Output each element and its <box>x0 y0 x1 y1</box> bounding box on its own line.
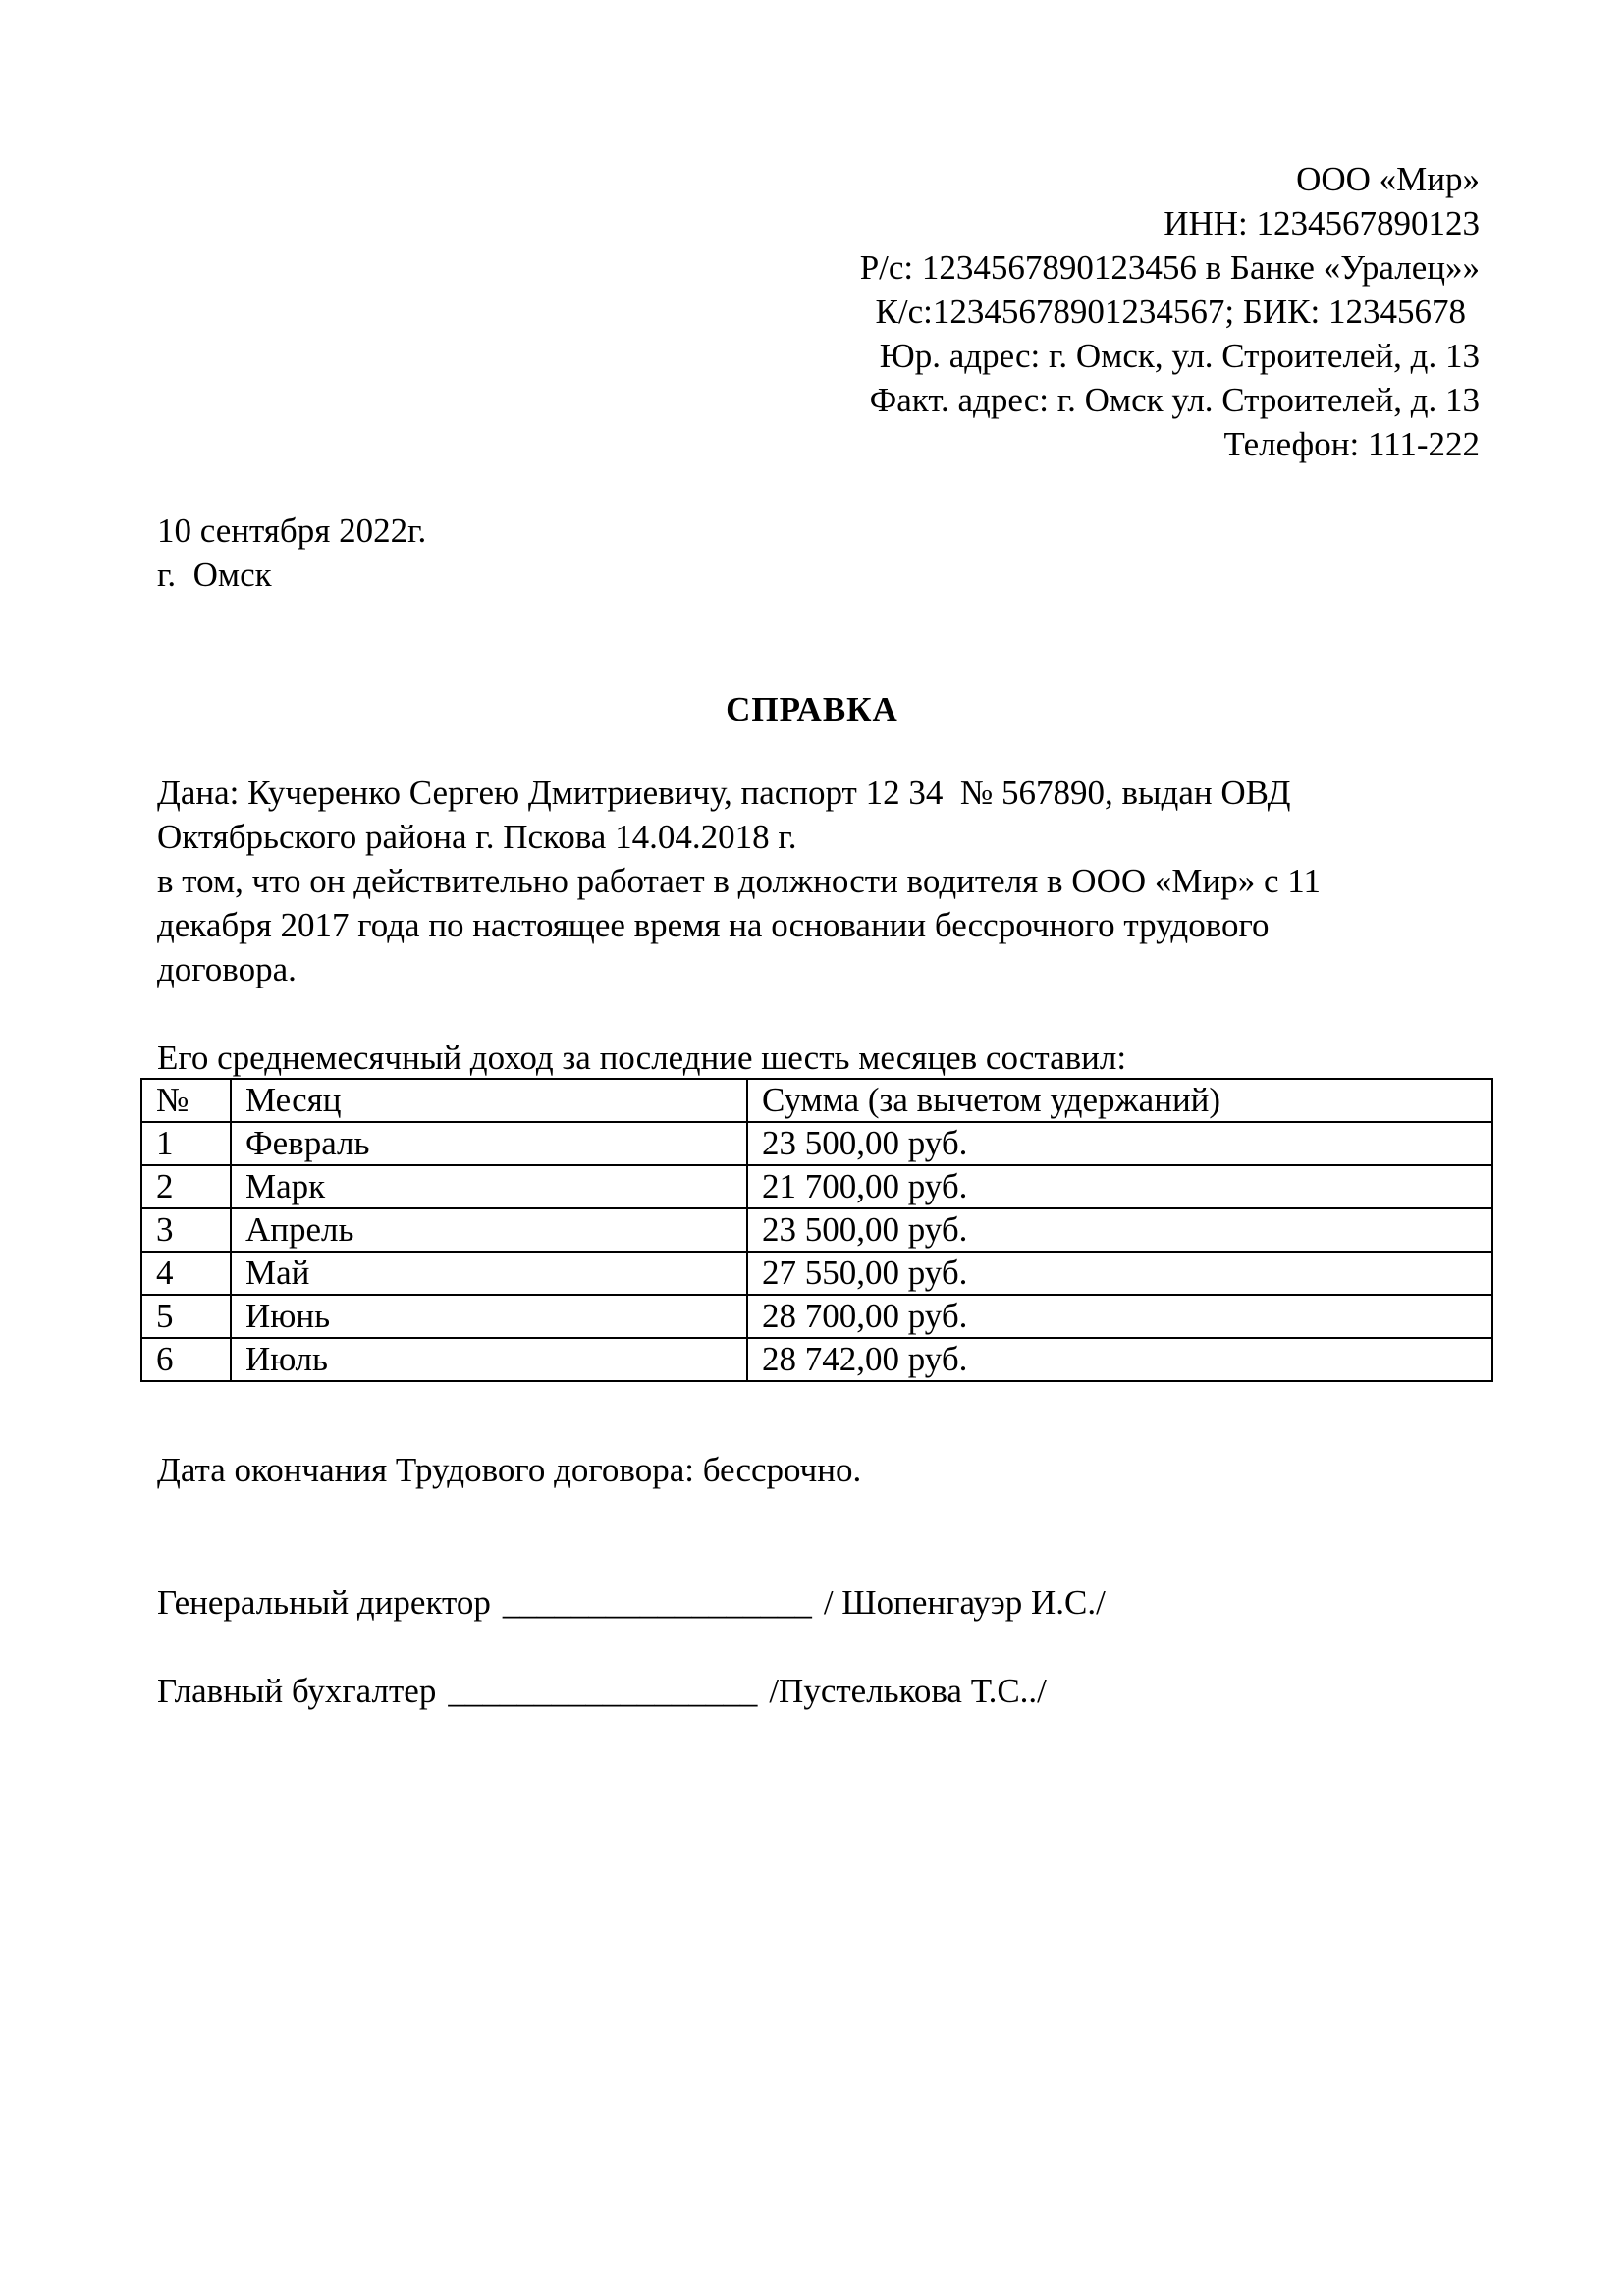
row-amount: 21 700,00 руб. <box>747 1165 1492 1208</box>
row-amount: 28 742,00 руб. <box>747 1338 1492 1381</box>
company-name: ООО «Мир» <box>1296 160 1480 198</box>
income-table <box>140 1078 1493 1382</box>
row-month: Июнь <box>231 1295 747 1338</box>
body-line: Октябрьского района г. Пскова 14.04.2018 г. <box>157 818 797 856</box>
income-intro: Его среднемесячный доход за последние шесть месяцев составил: <box>157 1039 1127 1077</box>
row-month: Май <box>231 1252 747 1295</box>
header-number: № <box>141 1079 231 1122</box>
body-line: в том, что он действительно работает в должности водителя в ООО «Мир» с 11 <box>157 862 1321 900</box>
table-row <box>141 1295 1492 1338</box>
director-signature-blank: __________________ <box>502 1583 812 1622</box>
table-header-row <box>141 1079 1492 1122</box>
accountant-name: /Пустелькова Т.С../ <box>769 1672 1047 1710</box>
body-line: декабря 2017 года по настоящее время на основании бессрочного трудового <box>157 906 1270 944</box>
document-title: СПРАВКА <box>726 690 898 728</box>
director-name: / Шопенгауэр И.С./ <box>823 1583 1106 1622</box>
row-number: 5 <box>141 1295 231 1338</box>
company-account: Р/с: 1234567890123456 в Банке «Уралец»» <box>859 248 1480 287</box>
table-row <box>141 1252 1492 1295</box>
row-month: Апрель <box>231 1208 747 1252</box>
company-inn: ИНН: 1234567890123 <box>1164 204 1480 242</box>
table-row <box>141 1122 1492 1165</box>
header-month: Месяц <box>231 1079 747 1122</box>
document-city: г. Омск <box>157 556 272 594</box>
accountant-signature-blank: __________________ <box>448 1672 758 1710</box>
company-phone: Телефон: 111-222 <box>1223 425 1480 463</box>
company-actual-address: Факт. адрес: г. Омск ул. Строителей, д. 13 <box>869 381 1480 419</box>
row-month: Февраль <box>231 1122 747 1165</box>
table-row <box>141 1208 1492 1252</box>
row-number: 6 <box>141 1338 231 1381</box>
row-month: Июль <box>231 1338 747 1381</box>
director-title: Генеральный директор <box>157 1583 491 1622</box>
date-place-block <box>157 508 426 597</box>
row-number: 3 <box>141 1208 231 1252</box>
row-number: 4 <box>141 1252 231 1295</box>
row-month: Марк <box>231 1165 747 1208</box>
accountant-title: Главный бухгалтер <box>157 1672 437 1710</box>
header-amount: Сумма (за вычетом удержаний) <box>747 1079 1492 1122</box>
body-line: договора. <box>157 950 297 988</box>
company-corr-account-bik: К/с:12345678901234567; БИК: 12345678 <box>875 293 1466 331</box>
row-number: 1 <box>141 1122 231 1165</box>
row-amount: 28 700,00 руб. <box>747 1295 1492 1338</box>
accountant-signature-line <box>157 1669 1047 1713</box>
row-amount: 23 500,00 руб. <box>747 1122 1492 1165</box>
row-amount: 23 500,00 руб. <box>747 1208 1492 1252</box>
company-requisites <box>860 157 1480 466</box>
row-amount: 27 550,00 руб. <box>747 1252 1492 1295</box>
table-row <box>141 1338 1492 1381</box>
director-signature-line <box>157 1580 1106 1625</box>
body-line: Дана: Кучеренко Сергею Дмитриевичу, паспорт 12 34 № 567890, выдан ОВД <box>157 774 1291 812</box>
row-number: 2 <box>141 1165 231 1208</box>
certificate-body <box>157 771 1492 991</box>
company-legal-address: Юр. адрес: г. Омск, ул. Строителей, д. 13 <box>879 337 1480 375</box>
table-row <box>141 1165 1492 1208</box>
document-date: 10 сентября 2022г. <box>157 511 427 550</box>
contract-end-statement: Дата окончания Трудового договора: бессрочно. <box>157 1451 862 1489</box>
